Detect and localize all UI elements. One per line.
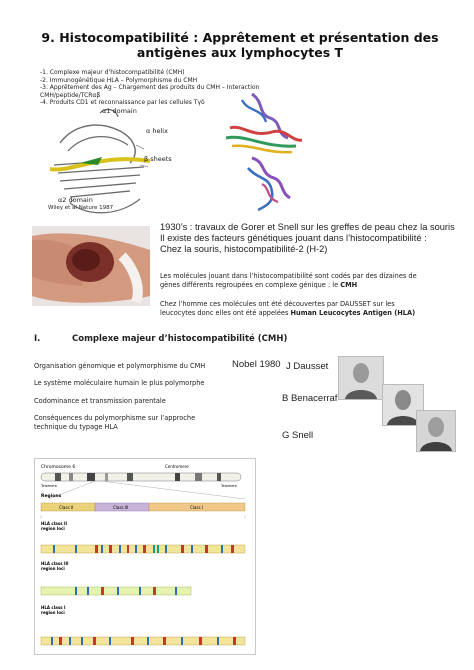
paragraph-line: Chez l’homme ces molécules ont été découvertes par DAUSSET sur les [160,300,395,308]
hla-class1-sublabel: region loci [41,610,65,615]
nobel-name-dausset: J Dausset [286,361,329,372]
paragraph-text: gènes différents regroupées en complexe génique : le [160,281,341,289]
history-line: Chez la souris, histocompatibilité-2 (H-2) [160,244,328,254]
hla-class2-label: HLA class II [41,521,67,526]
hla-term: Human Leucocytes Antigen (HLA) [290,309,416,317]
nobel-name-benacerraf: B Benacerraf [282,393,338,404]
list-item: Le système moléculaire humain le plus polymorphe [34,379,205,387]
page-title [20,30,460,60]
mhc-ribbon-figure [212,88,310,216]
telomere-left-label: Telomere [41,484,57,488]
label-a1-domain: α1 domain [102,107,137,115]
toc-item: CMH/peptide/TCRαβ [40,91,101,99]
toc-item: -1. Complexe majeur d’histocompatibilité (CMH) [40,69,185,76]
mhc-structure-figure [40,103,180,221]
history-line: Il existe des facteurs génétiques jouant dans l’histocompatibilité : [160,233,427,243]
portrait-dausset [338,356,384,400]
nobel-label: Nobel 1980 [232,359,281,370]
paragraph-hla [160,300,460,318]
portrait-snell [416,410,456,452]
class2-region-label: Class II [59,505,74,510]
page-title-line1: 9. Histocompatibilité : Apprêtement et présentation des [41,30,439,45]
class3-region-label: Class III [113,505,129,510]
list-item: Organisation génomique et polymorphisme du CMH [34,362,206,370]
toc-item: -3. Apprêtement des Ag – Chargement des produits du CMH – Interaction [40,84,260,92]
hla-map-figure [34,458,256,655]
page-title-line2: antigènes aux lymphocytes T [136,45,344,60]
telomere-right-label: Telomere [221,484,237,488]
centromere-label: Centromere [165,464,189,469]
paragraph-line: Les molécules jouant dans l’histocompatibilité sont codés par des dizaines de [160,272,417,280]
section-heading [34,334,287,344]
figure-credit: Wiley et al Nature 1987 [48,205,114,211]
paragraph-line [160,309,460,318]
chromosome-label: Chromosome 6 [41,465,76,470]
paragraph-line [160,281,460,290]
history-block [160,222,455,255]
list-item: Conséquences du polymorphisme sur l’approche technique du typage HLA [34,414,196,431]
label-beta-sheets: β sheets [144,155,172,163]
history-line: 1930’s : travaux de Gorer et Snell sur les greffes de peau chez la souris [160,222,455,232]
label-alpha-helix: α helix [146,127,168,135]
regions-label: Regions [41,494,62,499]
cmh-term: CMH [340,281,358,289]
hla-class2-sublabel: region loci [41,526,65,531]
list-item: Codominance et transmission parentale [34,397,166,405]
class1-region-label: Class I [190,505,203,510]
skin-graft-photo [32,226,150,306]
paragraph-text: leucocytes donc elles ont été appelées [160,309,291,317]
section-number: I. [34,334,41,344]
label-a2-domain: α2 domain [58,196,93,204]
toc-item: -2. Immunogénétique HLA – Polymorphisme du CMH [40,76,198,84]
hla-class3-label: HLA class III [41,561,69,566]
paragraph-cmh [160,272,460,290]
nobel-name-snell: G Snell [282,430,314,441]
section-title: Complexe majeur d’histocompatibilité (CMH) [72,334,288,344]
hla-class1-label: HLA class I [41,605,66,610]
toc-item: -4. Produits CD1 et reconnaissance par les cellules Tγδ [40,99,205,107]
hla-class3-sublabel: region loci [41,566,65,571]
